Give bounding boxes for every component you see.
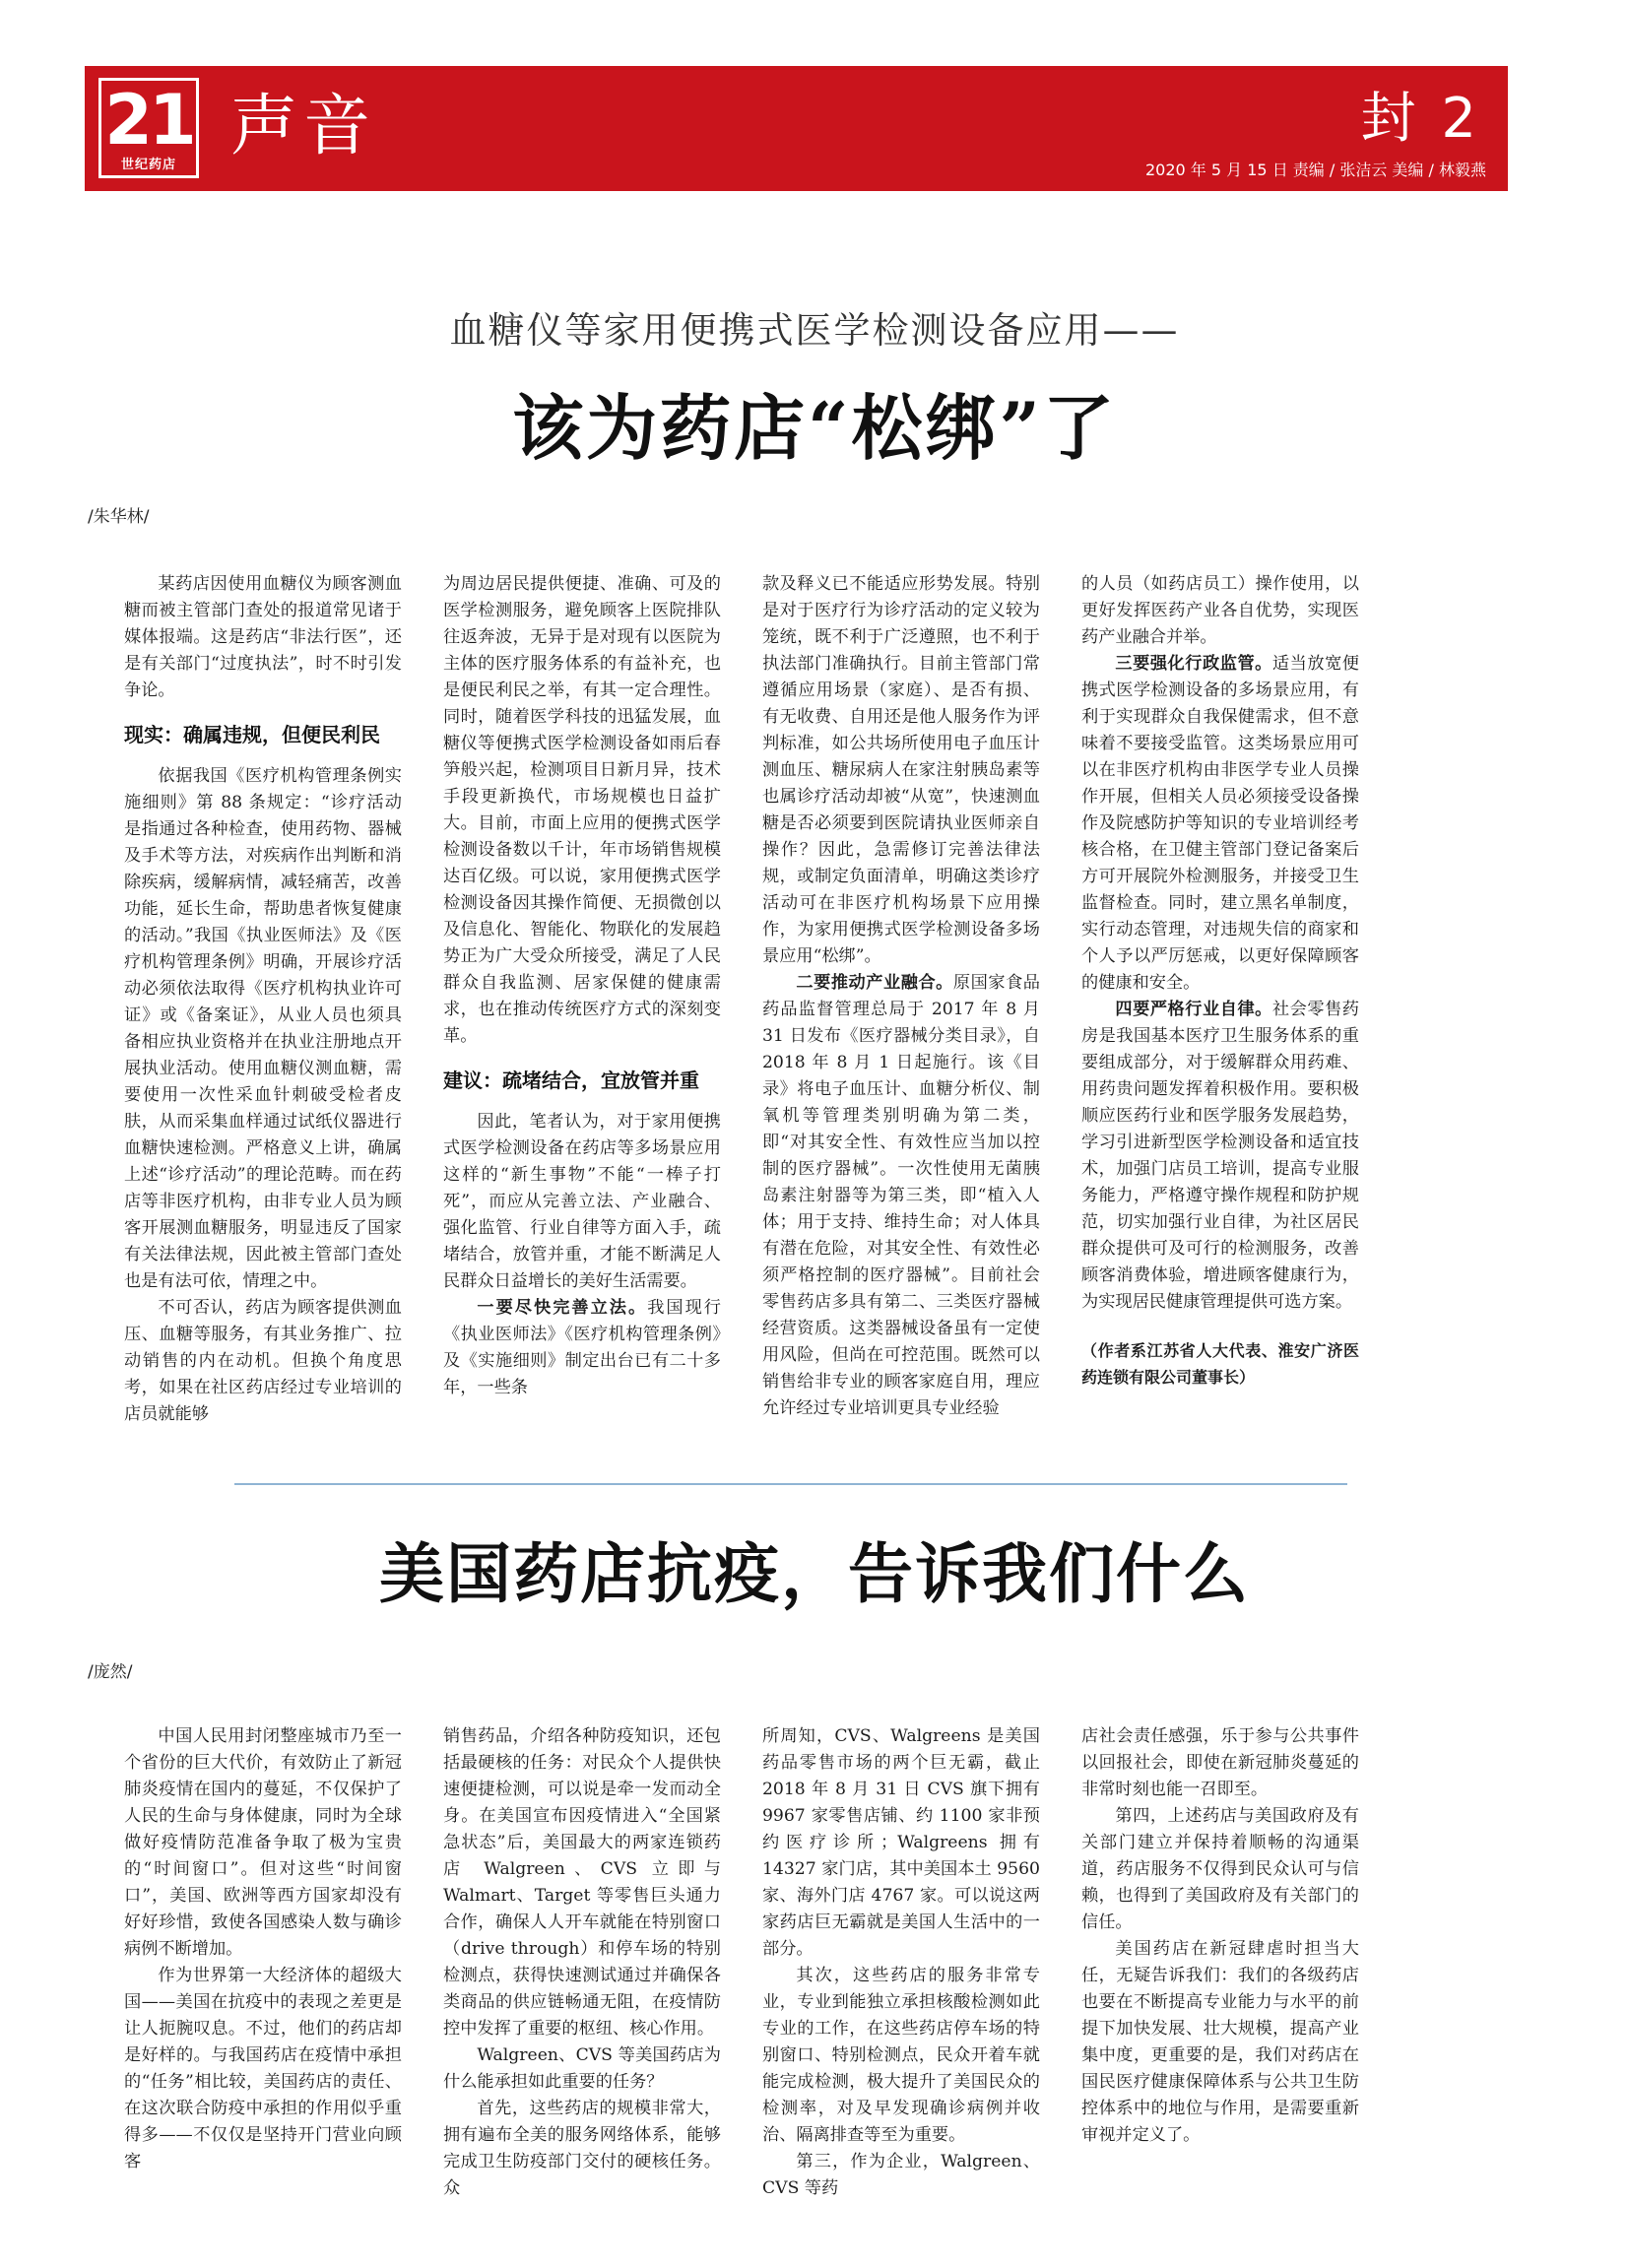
logo-subtitle: 世纪药店 bbox=[120, 158, 176, 172]
paragraph: 第三，作为企业，Walgreen、CVS 等药 bbox=[762, 2152, 1040, 2198]
paragraph: 所周知，CVS、Walgreens 是美国药品零售市场的两个巨无霸，截止 2018 年 8 月 31 日 CVS 旗下拥有 9967 家零售店铺、约 1100 家非预约医疗诊所；Walgreens 拥有 14327 家门店，其中美国本土 9560 家、海外门店 4767 家。可以说这两家药店巨无霸就是美国人生活中的一部分。 bbox=[762, 1726, 1040, 1959]
article1-headline: 该为药店“松绑”了 bbox=[512, 386, 1117, 470]
paragraph: 首先，这些药店的规模非常大，拥有遍布全美的服务网络体系，能够完成卫生防疫部门交付的硬核任务。众 bbox=[443, 2099, 721, 2198]
paragraph-body: 我国现行《执业医师法》《医疗机构管理条例》及《实施细则》制定出台已有二十多年，一些条 bbox=[443, 1298, 721, 1397]
paragraph-lead: 一要尽快完善立法。 bbox=[477, 1298, 648, 1318]
paragraph: 为周边居民提供便捷、准确、可及的医学检测服务，避免顾客上医院排队往返奔波，无异于是对现有以医院为主体的医疗服务体系的有益补充，也是便民利民之举，有其一定合理性。同时，随着医学科技的迅猛发展，血糖仪等便携式医学检测设备如雨后春笋般兴起，检测项目日新月异，技术手段更新换代，市场规模也日益扩大。目前，市面上应用的便携式医学检测设备数以千计，年市场销售规模达百亿级。可以说，家用便携式医学检测设备因其操作简便、无损微创以及信息化、智能化、物联化的发展趋势正为广大受众所接受，满足了人民群众自我监测、居家保健的健康需求，也在推动传统医疗方式的深刻变革。 bbox=[443, 574, 721, 1046]
paragraph-body: 原国家食品药品监督管理总局于 2017 年 8 月 31 日发布《医疗器械分类目录》，自 2018 年 8 月 1 日起施行。该《目录》将电子血压计、血糖分析仪、制氧机等管理类别明确为第二类，即“对其安全性、有效性应当加以控制的医疗器械”。一次性使用无菌胰岛素注射器等为第三类，即“植入人体；用于支持、维持生命；对人体具有潜在危险，对其安全性、有效性必须严格控制的医疗器械”。目前社会零售药店多具有第二、三类医疗器械经营资质。这类器械设备虽有一定使用风险，但尚在可控范围。既然可以销售给非专业的顾客家庭自用，理应允许经过专业培训更具专业经验 bbox=[762, 973, 1040, 1418]
article1-kicker: 血糖仪等家用便携式医学检测设备应用—— bbox=[449, 309, 1180, 352]
article1-column-2 bbox=[443, 571, 721, 1428]
author-note: （作者系江苏省人大代表、淮安广济医药连锁有限公司董事长） bbox=[1081, 1341, 1359, 1387]
paragraph: 依据我国《医疗机构管理条例实施细则》第 88 条规定：“诊疗活动是指通过各种检查，使用药物、器械及手术等方法，对疾病作出判断和消除疾病，缓解病情，减轻痛苦，改善功能，延长生命，帮助患者恢复健康的活动。”我国《执业医师法》及《医疗机构管理条例》明确，开展诊疗活动必须依法取得《医疗机构执业许可证》或《备案证》，从业人员也须具备相应执业资格并在执业注册地点开展执业活动。使用血糖仪测血糖，需要使用一次性采血针刺破受检者皮肤，从而采集血样通过试纸仪器进行血糖快速检测。严格意义上讲，确属上述“诊疗活动”的理论范畴。而在药店等非医疗机构，由非专业人员为顾客开展测血糖服务，明显违反了国家有关法律法规，因此被主管部门查处也是有法可依，情理之中。 bbox=[124, 766, 402, 1291]
section-heading: 建议：疏堵结合，宜放管并重 bbox=[443, 1069, 699, 1092]
paragraph: 不可否认，药店为顾客提供测血压、血糖等服务，有其业务推广、拉动销售的内在动机。但换个角度思考，如果在社区药店经过专业培训的店员就能够 bbox=[124, 1298, 402, 1424]
paragraph-lead: 三要强化行政监管。 bbox=[1115, 654, 1272, 674]
page-label: 封 2 bbox=[1360, 87, 1480, 151]
section-heading: 现实：确属违规，但便民利民 bbox=[124, 723, 380, 746]
paragraph bbox=[762, 970, 1040, 1422]
paragraph bbox=[443, 1295, 721, 1401]
article-divider bbox=[234, 1483, 1347, 1485]
paragraph: 销售药品，介绍各种防疫知识，还包括最硬核的任务：对民众个人提供快速便捷检测，可以说是牵一发而动全身。在美国宣布因疫情进入“全国紧急状态”后，美国最大的两家连锁药店 Walgreen、CVS 立即与 Walmart、Target 等零售巨头通力合作，确保人人开车就能在特别窗口（drive through）和停车场的特别检测点，获得快速测试通过并确保各类商品的供应链畅通无阻，在疫情防控中发挥了重要的枢纽、核心作用。 bbox=[443, 1726, 721, 2039]
article1-byline: /朱华林/ bbox=[88, 507, 150, 527]
paragraph: 因此，笔者认为，对于家用便携式医学检测设备在药店等多场景应用这样的“新生事物”不能“一棒子打死”，而应从完善立法、产业融合、强化监管、行业自律等方面入手，疏堵结合，放管并重，才能不断满足人民群众日益增长的美好生活需要。 bbox=[443, 1112, 721, 1291]
paragraph-lead: 四要严格行业自律。 bbox=[1115, 1000, 1272, 1019]
paragraph bbox=[1081, 651, 1359, 997]
paragraph: 店社会责任感强，乐于参与公共事件以回报社会，即使在新冠肺炎蔓延的非常时刻也能一召即至。 bbox=[1081, 1726, 1359, 1799]
paragraph: 作为世界第一大经济体的超级大国——美国在抗疫中的表现之差更是让人扼腕叹息。不过，他们的药店却是好样的。与我国药店在疫情中承担的“任务”相比较，美国药店的责任、在这次联合防疫中承担的作用似乎重得多——不仅仅是坚持开门营业向顾客 bbox=[124, 1966, 402, 2171]
date-editor-line: 2020 年 5 月 15 日 责编 / 张洁云 美编 / 林毅燕 bbox=[1145, 161, 1486, 179]
article2-column-3 bbox=[762, 1723, 1040, 2216]
paragraph: 某药店因使用血糖仪为顾客测血糖而被主管部门查处的报道常见诸于媒体报端。这是药店“非法行医”，还是有关部门“过度执法”，时不时引发争论。 bbox=[124, 574, 402, 700]
paragraph: 美国药店在新冠肆虐时担当大任，无疑告诉我们：我们的各级药店也要在不断提高专业能力与水平的前提下加快发展、壮大规模，提高产业集中度，更重要的是，我们对药店在国民医疗健康保障体系与公共卫生防控体系中的地位与作用，是需要重新审视并定义了。 bbox=[1081, 1939, 1359, 2145]
masthead bbox=[85, 66, 1508, 191]
article1-column-4 bbox=[1081, 571, 1359, 1428]
article2-column-4 bbox=[1081, 1723, 1359, 2216]
newspaper-logo bbox=[98, 78, 199, 178]
paragraph-body: 社会零售药房是我国基本医疗卫生服务体系的重要组成部分，对于缓解群众用药难、用药贵问题发挥着积极作用。要积极顺应医药行业和医学服务发展趋势，学习引进新型医学检测设备和适宜技术，加强门店员工培训，提高专业服务能力，严格遵守操作规程和防护规范，切实加强行业自律，为社区居民群众提供可及可行的检测服务，改善顾客消费体验，增进顾客健康行为，为实现居民健康管理提供可选方案。 bbox=[1081, 1000, 1359, 1312]
article1-column-1 bbox=[124, 571, 402, 1428]
article2-byline: /庞然/ bbox=[88, 1662, 133, 1682]
article2-headline: 美国药店抗疫，告诉我们什么 bbox=[379, 1535, 1250, 1612]
section-title: 声音 bbox=[230, 88, 377, 165]
paragraph: 的人员（如药店员工）操作使用，以更好发挥医药产业各自优势，实现医药产业融合并举。 bbox=[1081, 574, 1359, 647]
logo-number: 21 bbox=[104, 80, 193, 161]
paragraph bbox=[1081, 997, 1359, 1316]
paragraph: Walgreen、CVS 等美国药店为什么能承担如此重要的任务？ bbox=[443, 2045, 721, 2092]
paragraph: 款及释义已不能适应形势发展。特别是对于医疗行为诊疗活动的定义较为笼统，既不利于广泛遵照，也不利于执法部门准确执行。目前主管部门常遵循应用场景（家庭）、是否有损、有无收费、自用还是他人服务作为评判标准，如公共场所使用电子血压计测血压、糖尿病人在家注射胰岛素等也属诊疗活动却被“从宽”，快速测血糖是否必须要到医院请执业医师亲自操作？因此，急需修订完善法律法规，或制定负面清单，明确这类诊疗活动可在非医疗机构场景下应用操作，为家用便携式医学检测设备多场景应用“松绑”。 bbox=[762, 574, 1040, 966]
paragraph: 中国人民用封闭整座城市乃至一个省份的巨大代价，有效防止了新冠肺炎疫情在国内的蔓延，不仅保护了人民的生命与身体健康，同时为全球做好疫情防范准备争取了极为宝贵的“时间窗口”。但对这些“时间窗口”，美国、欧洲等西方国家却没有好好珍惜，致使各国感染人数与确诊病例不断增加。 bbox=[124, 1726, 402, 1959]
article2-column-2 bbox=[443, 1723, 721, 2216]
article2-column-1 bbox=[124, 1723, 402, 2216]
article1-column-3 bbox=[762, 571, 1040, 1428]
paragraph: 第四，上述药店与美国政府及有关部门建立并保持着顺畅的沟通渠道，药店服务不仅得到民众认可与信赖，也得到了美国政府及有关部门的信任。 bbox=[1081, 1806, 1359, 1932]
paragraph-body: 适当放宽便携式医学检测设备的多场景应用，有利于实现群众自我保健需求，但不意味着不要接受监管。这类场景应用可以在非医疗机构由非医学专业人员操作开展，但相关人员必须接受设备操作及院感防护等知识的专业培训经考核合格，在卫健主管部门登记备案后方可开展院外检测服务，并接受卫生监督检查。同时，建立黑名单制度，实行动态管理，对违规失信的商家和个人予以严厉惩戒，以更好保障顾客的健康和安全。 bbox=[1081, 654, 1359, 993]
paragraph: 其次，这些药店的服务非常专业，专业到能独立承担核酸检测如此专业的工作，在这些药店停车场的特别窗口、特别检测点，民众开着车就能完成检测，极大提升了美国民众的检测率，对及早发现确诊病例并收治、隔离排查等至为重要。 bbox=[762, 1966, 1040, 2145]
paragraph-lead: 二要推动产业融合。 bbox=[796, 973, 953, 993]
